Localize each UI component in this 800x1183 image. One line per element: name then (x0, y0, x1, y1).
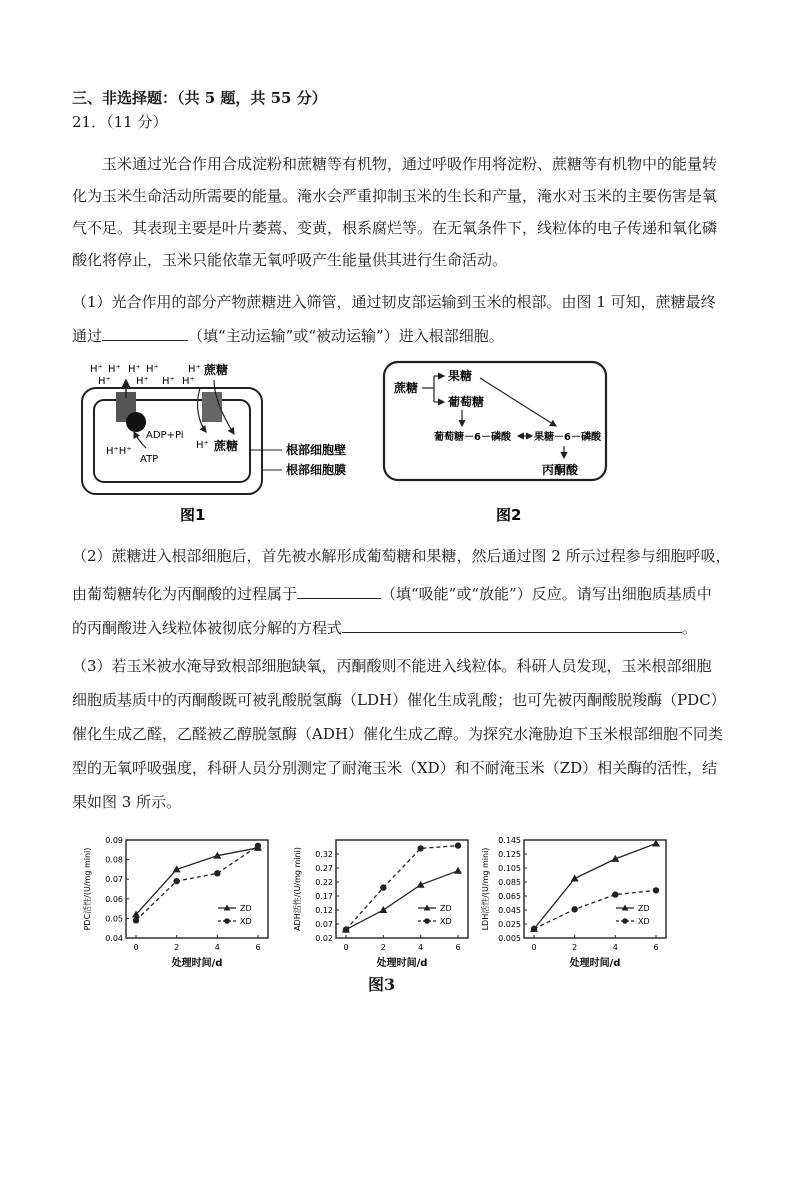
point-XD (173, 878, 179, 884)
sucrose-cotransporter (202, 392, 222, 422)
y-tick-label: 0.17 (315, 892, 333, 901)
atp-arrow (134, 432, 146, 448)
x-tick-label: 4 (214, 943, 220, 952)
y-tick-label: 0.07 (105, 875, 123, 885)
y-tick-label: 0.085 (498, 878, 521, 887)
q1-line2-post: （填“主动运输”或“被动运输”）进入根部细胞。 (188, 327, 504, 345)
point-XD (455, 842, 461, 848)
intro-line-4: 酸化将停止，玉米只能依靠无氧呼吸产生能量供其进行生命活动。 (72, 251, 508, 269)
point-ZD (571, 875, 579, 882)
h-ion: H⁺ (162, 376, 175, 387)
point-XD (133, 917, 139, 923)
figure-2 (380, 358, 620, 528)
fig2-sucrose: 蔗糖 (394, 381, 419, 395)
h-ion: H⁺ (188, 364, 201, 375)
x-tick-label: 6 (455, 943, 461, 952)
x-tick-label: 0 (343, 943, 349, 952)
point-XD (214, 870, 220, 876)
h-ion-inside: H⁺ (196, 440, 209, 451)
q3-line-3: 催化生成乙醛，乙醛被乙醇脱氢酶（ADH）催化生成乙醇。为探究水淹胁迫下玉米根部细胞不同类 (72, 725, 723, 743)
x-axis-label: 处理时间/d (171, 958, 223, 969)
fig2-glucose: 葡萄糖 (448, 395, 485, 409)
point-ZD (379, 906, 387, 913)
answer-blank-3[interactable] (342, 616, 682, 633)
fig2-f6p: 果糖－6－磷酸 (534, 432, 601, 443)
q1-line2-pre: 通过 (72, 327, 103, 345)
x-tick-label: 0 (531, 943, 537, 952)
y-tick-label: 0.025 (498, 920, 521, 929)
figure-1-caption: 图1 (180, 506, 206, 524)
cell-membrane-label: 根部细胞膜 (286, 463, 347, 477)
y-tick-label: 0.06 (105, 894, 123, 904)
point-XD (417, 845, 423, 851)
q2-line-1: （2）蔗糖进入根部细胞后，首先被水解形成葡萄糖和果糖，然后通过图 2 所示过程参与细胞呼吸， (72, 547, 731, 565)
point-XD (343, 926, 349, 932)
q3-line-2: 细胞质基质中的丙酮酸既可被乳酸脱氢酶（LDH）催化生成乳酸；也可先被丙酮酸脱羧酶（PDC） (72, 691, 726, 709)
q2-line-2 (72, 582, 712, 604)
x-tick-label: 2 (380, 943, 386, 952)
y-tick-label: 0.045 (498, 906, 521, 915)
q1-line-2 (72, 324, 504, 346)
h-ion: H⁺ (128, 364, 141, 375)
y-tick-label: 0.07 (315, 920, 333, 929)
h-ion: H⁺ (90, 364, 103, 375)
y-tick-label: 0.27 (315, 864, 333, 873)
figure-2-caption: 图2 (496, 506, 522, 524)
h-ion: H⁺ (108, 364, 121, 375)
cell-wall-label: 根部细胞壁 (286, 443, 347, 457)
x-tick-label: 6 (653, 943, 659, 952)
y-tick-label: 0.02 (315, 934, 333, 943)
question-number: 21．（11 分） (72, 113, 168, 131)
point-XD (571, 906, 577, 912)
x-tick-label: 2 (174, 943, 180, 952)
legend-label-ZD: ZD (638, 904, 650, 913)
fig2-g6p: 葡萄糖－6－磷酸 (434, 432, 511, 443)
y-tick-label: 0.09 (105, 836, 123, 845)
point-XD (653, 887, 659, 893)
h-ion: H⁺ (98, 376, 111, 387)
legend-marker-XD (224, 918, 230, 924)
answer-blank-1[interactable] (102, 324, 188, 341)
point-XD (255, 843, 261, 849)
y-tick-label: 0.04 (105, 934, 123, 943)
q3-line-5: 果如图 3 所示。 (72, 793, 182, 811)
point-XD (380, 884, 386, 890)
q2-line-3 (72, 616, 697, 638)
y-tick-label: 0.105 (498, 864, 521, 873)
x-axis-label: 处理时间/d (569, 958, 621, 969)
x-tick-label: 4 (612, 943, 618, 952)
q3-line-1: （3）若玉米被水淹导致根部细胞缺氧，丙酮酸则不能进入线粒体。科研人员发现，玉米根部细胞 (72, 657, 712, 675)
x-tick-label: 2 (572, 943, 578, 952)
y-axis-label: PDC活性/(U/mg mini) (83, 847, 92, 931)
intro-line-3: 气不足。其表现主要是叶片萎蔫、变黄，根系腐烂等。在无氧条件下，线粒体的电子传递和氧化磷 (72, 219, 718, 237)
q3-line-4: 型的无氧呼吸强度，科研人员分别测定了耐淹玉米（XD）和不耐淹玉米（ZD）相关酶的活性，结 (72, 759, 718, 777)
atp-label: ATP (140, 454, 159, 465)
q2-line2-post: （填“吸能”或“放能”）反应。请写出细胞质基质中 (381, 585, 712, 603)
legend-label-XD: XD (440, 917, 452, 926)
fig2-pyruvate: 丙酮酸 (542, 463, 579, 477)
chart-pdc (66, 830, 286, 970)
y-tick-label: 0.22 (315, 878, 333, 887)
y-tick-label: 0.08 (105, 855, 123, 865)
y-tick-label: 0.065 (498, 892, 521, 901)
chart-ldh (464, 830, 684, 970)
adp-label: ADP+Pi (146, 430, 184, 441)
sucrose-inside-label: 蔗糖 (214, 439, 239, 453)
y-axis-label: LDH活性/(U/mg mini) (481, 847, 490, 931)
h-ion: H⁺ (146, 364, 159, 375)
intro-line-1: 玉米通过光合作用合成淀粉和蔗糖等有机物，通过呼吸作用将淀粉、蔗糖等有机物中的能量转 (102, 155, 718, 173)
section-header: 三、非选择题：（共 5 题，共 55 分） (72, 89, 327, 107)
y-tick-label: 0.32 (315, 850, 333, 859)
h-ions-top (90, 364, 201, 387)
y-tick-label: 0.05 (105, 914, 123, 924)
intro-line-2: 化为玉米生命活动所需要的能量。淹水会严重抑制玉米的生长和产量，淹水对玉米的主要伤害是氧 (72, 187, 718, 205)
figure-3-caption: 图3 (368, 975, 396, 994)
legend-label-ZD: ZD (240, 904, 252, 913)
q2-line2-pre: 由葡萄糖转化为丙酮酸的过程属于 (72, 585, 298, 603)
q2-line3-post: 。 (682, 619, 698, 637)
y-axis-label: ADH活性/(U/mg mini) (293, 847, 302, 931)
x-tick-label: 0 (133, 943, 139, 952)
h-ions-inside: H⁺H⁺ (106, 446, 132, 457)
fig2-fructose: 果糖 (448, 369, 473, 383)
sucrose-outside-label: 蔗糖 (204, 363, 229, 377)
y-tick-label: 0.12 (315, 906, 333, 915)
answer-blank-2[interactable] (297, 582, 381, 599)
h-ion: H⁺ (136, 376, 149, 387)
point-ZD (454, 867, 462, 874)
point-XD (612, 891, 618, 897)
x-tick-label: 6 (255, 943, 261, 952)
y-tick-label: 0.005 (498, 934, 521, 943)
figure-1 (74, 358, 384, 528)
x-tick-label: 4 (418, 943, 424, 952)
x-axis-label: 处理时间/d (376, 958, 428, 969)
q2-line3-pre: 的丙酮酸进入线粒体被彻底分解的方程式 (72, 619, 343, 637)
fig2-arrow-f6p (480, 378, 556, 426)
y-tick-label: 0.125 (498, 850, 521, 859)
h-ion: H⁺ (182, 376, 195, 387)
atpase-circle (126, 412, 146, 432)
q1-line-1: （1）光合作用的部分产物蔗糖进入筛管，通过韧皮部运输到玉米的根部。由图 1 可知，蔗糖最终 (72, 293, 716, 311)
legend-marker-XD (424, 918, 430, 924)
chart-adh (276, 830, 486, 970)
legend-label-XD: XD (638, 917, 650, 926)
legend-label-ZD: ZD (440, 904, 452, 913)
legend-marker-XD (622, 918, 628, 924)
point-XD (531, 926, 537, 932)
y-tick-label: 0.145 (498, 836, 521, 845)
legend-label-XD: XD (240, 917, 252, 926)
